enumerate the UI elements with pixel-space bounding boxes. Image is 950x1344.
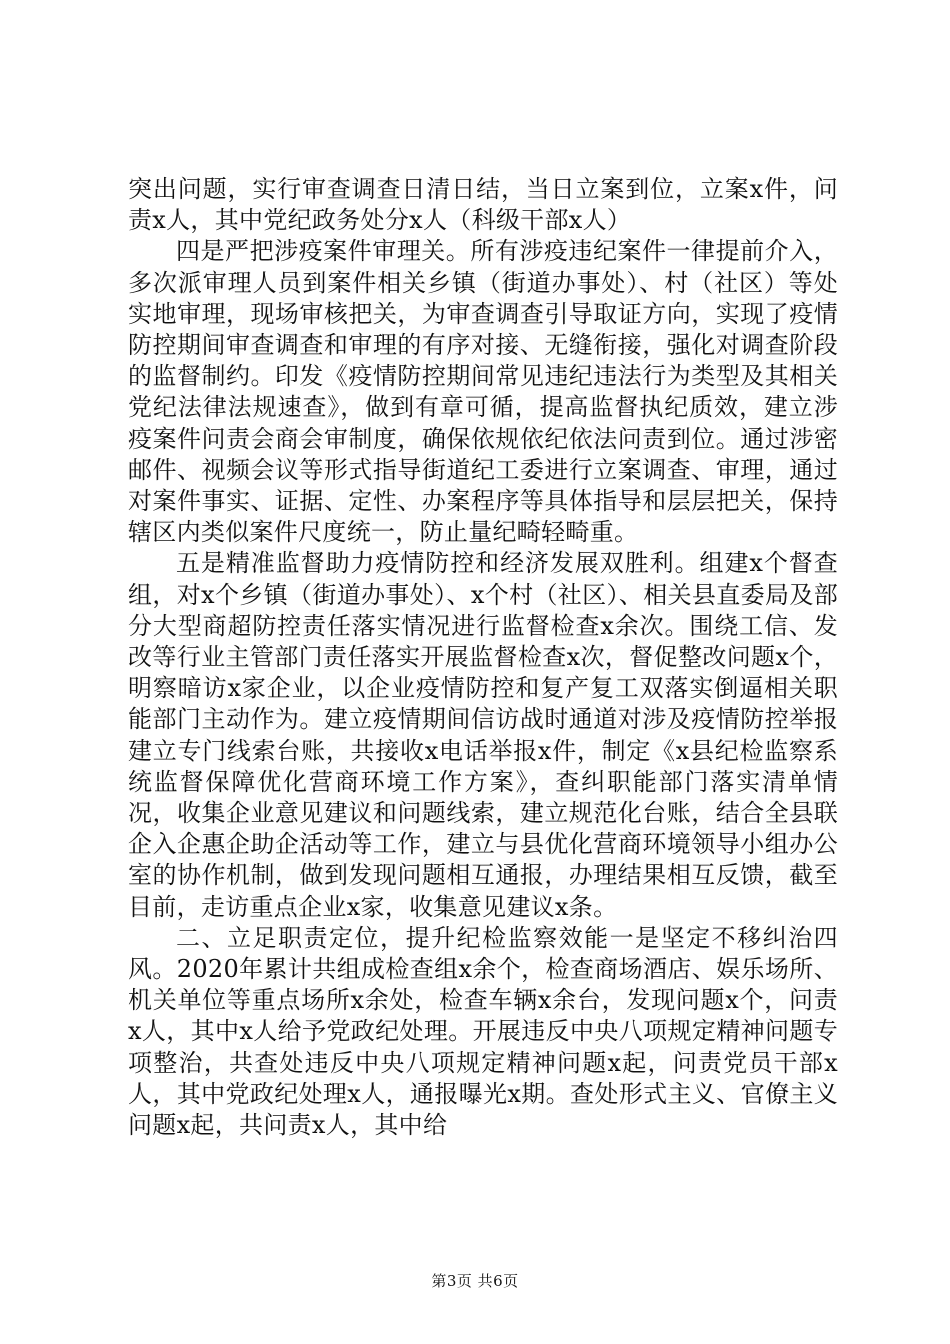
paragraph-1: 突出问题，实行审查调查日清日结，当日立案到位，立案x件，问责x人，其中党纪政务处分x人（科级干部x人） bbox=[128, 175, 838, 235]
paragraph-2: 四是严把涉疫案件审理关。所有涉疫违纪案件一律提前介入，多次派审理人员到案件相关乡镇（街道办事处）、村（社区）等处实地审理，现场审核把关，为审查调查引导取证方向，实现了疫情防控期间审查调查和审理的有序对接、无缝衔接，强化对调查阶段的监督制约。印发《疫情防控期间常见违纪违法行为类型及其相关党纪法律法规速查》，做到有章可循，提高监督执纪质效，建立涉疫案件问责会商会审制度，确保依规依纪依法问责到位。通过涉密邮件、视频会议等形式指导街道纪工委进行立案调查、审理，通过对案件事实、证据、定性、办案程序等具体指导和层层把关，保持辖区内类似案件尺度统一，防止量纪畸轻畸重。 bbox=[128, 237, 838, 547]
paragraph-3: 五是精准监督助力疫情防控和经济发展双胜利。组建x个督查组，对x个乡镇（街道办事处）、x个村（社区）、相关县直委局及部分大型商超防控责任落实情况进行监督检查x余次。围绕工信、发改等行业主管部门责任落实开展监督检查x次，督促整改问题x个，明察暗访x家企业，以企业疫情防控和复产复工双落实倒逼相关职能部门主动作为。建立疫情期间信访战时通道对涉及疫情防控举报建立专门线索台账，共接收x电话举报x件，制定《x县纪检监察系统监督保障优化营商环境工作方案》，查纠职能部门落实清单情况，收集企业意见建议和问题线索，建立规范化台账，结合全县联企入企惠企助企活动等工作，建立与县优化营商环境领导小组办公室的协作机制，做到发现问题相互通报，办理结果相互反馈，截至目前，走访重点企业x家，收集意见建议x条。 bbox=[128, 549, 838, 921]
paragraph-4: 二、立足职责定位，提升纪检监察效能一是坚定不移纠治四风。2020年累计共组成检查组x余个，检查商场酒店、娱乐场所、机关单位等重点场所x余处，检查车辆x余台，发现问题x个，问责x人，其中x人给予党政纪处理。开展违反中央八项规定精神问题专项整治，共查处违反中央八项规定精神问题x起，问责党员干部x人，其中党政纪处理x人，通报曝光x期。查处形式主义、官僚主义问题x起，共问责x人，其中给 bbox=[128, 923, 838, 1140]
page-number-footer: 第3页 共6页 bbox=[431, 1272, 519, 1290]
document-body bbox=[128, 174, 838, 1141]
